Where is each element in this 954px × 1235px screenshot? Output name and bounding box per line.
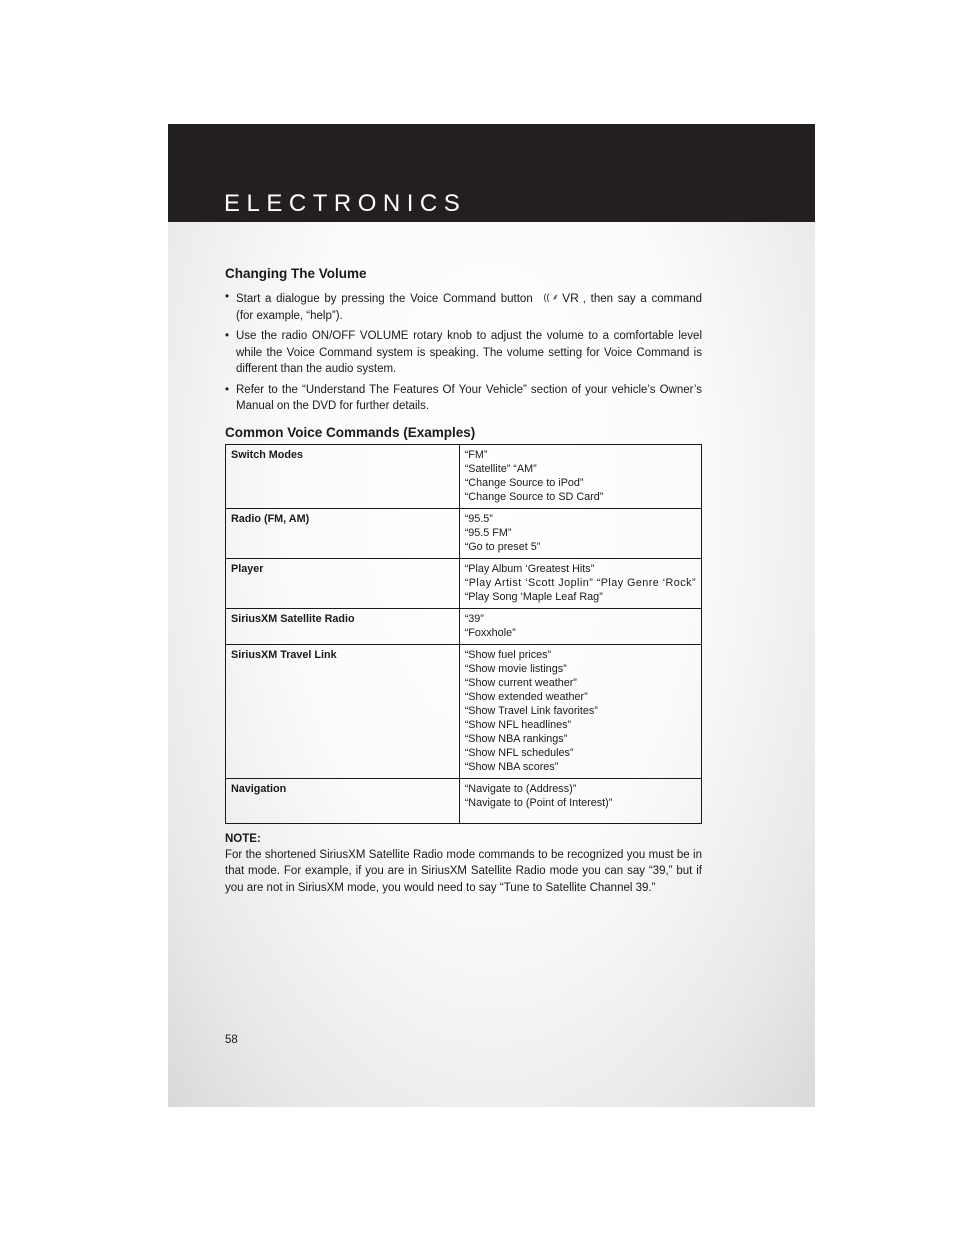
bullet-text: Start a dialogue by pressing the Voice Command button: [236, 293, 533, 305]
note-title: NOTE:: [225, 832, 261, 845]
command-example: “Navigate to (Point of Interest)”: [464, 796, 613, 809]
command-example: “95.5 FM”: [464, 526, 512, 539]
row-values: [459, 508, 701, 558]
list-item: [225, 382, 702, 415]
table-row: [226, 444, 702, 508]
row-label: Navigation: [226, 778, 460, 823]
command-example: “95.5”: [464, 512, 493, 525]
row-label: SiriusXM Satellite Radio: [226, 608, 460, 644]
command-example: “Show Travel Link favorites”: [464, 704, 598, 717]
command-example: “Show NFL schedules”: [464, 746, 574, 759]
row-values: [459, 608, 701, 644]
volume-bullet-list: [225, 289, 702, 415]
command-example: “Show movie listings”: [464, 662, 567, 675]
table-row: [226, 644, 702, 778]
command-example: “Show NBA scores”: [464, 760, 559, 773]
command-example: “Change Source to iPod”: [464, 476, 584, 489]
volume-heading: Changing The Volume: [225, 266, 367, 281]
manual-page: [168, 124, 815, 1107]
row-values: [459, 444, 701, 508]
speech-wave-icon: (( ⸙: [543, 292, 559, 302]
command-example: “Navigate to (Address)”: [464, 782, 577, 795]
voice-commands-table: [225, 444, 702, 824]
voice-command-icon: [543, 289, 578, 307]
command-example: “Play Album ‘Greatest Hits”: [464, 562, 595, 575]
command-example: “39”: [464, 612, 484, 625]
bullet-dot: •: [225, 291, 230, 303]
vr-label: VR: [562, 291, 579, 305]
command-example: “Show NFL headlines”: [464, 718, 572, 731]
table-row: [226, 608, 702, 644]
note-text: For the shortened SiriusXM Satellite Radio mode commands to be recognized you must be in that mode. For example, if you are in SiriusXM Satellite Radio mode you can say “39,” but if you are not in SiriusXM mode, you would need to say “Tune to Satellite Channel 39.”: [225, 848, 702, 894]
command-example: “FM”: [464, 448, 488, 461]
table-row: [226, 778, 702, 823]
command-example: “Go to preset 5”: [464, 540, 541, 553]
list-item: [225, 289, 702, 324]
bullet-text: , then say a command (for example, “help”).: [236, 293, 702, 322]
commands-heading: Common Voice Commands (Examples): [225, 424, 476, 440]
list-item: [225, 328, 702, 378]
command-example: “Show extended weather”: [464, 690, 588, 703]
row-label: Player: [226, 558, 460, 608]
command-example: “Play Artist ‘Scott Joplin” “Play Genre ‘Rock”: [464, 576, 696, 589]
command-example: “Show NBA rankings”: [464, 732, 568, 745]
row-values: [459, 558, 701, 608]
row-values: [459, 644, 701, 778]
bullet-dot: •: [225, 330, 230, 342]
row-label: Switch Modes: [226, 444, 460, 508]
command-example: “Satellite” “AM”: [464, 462, 537, 475]
table-row: [226, 558, 702, 608]
row-label: Radio (FM, AM): [226, 508, 460, 558]
command-example: “Show current weather”: [464, 676, 577, 689]
command-example: “Foxxhole”: [464, 626, 516, 639]
bullet-text: Use the radio ON/OFF VOLUME rotary knob to adjust the volume to a comfortable level while the Voice Command system is speaking. The volume setting for Voice Command is different than the audio system.: [236, 330, 702, 375]
command-example: “Change Source to SD Card”: [464, 490, 604, 503]
bullet-text: Refer to the “Understand The Features Of Your Vehicle” section of your vehicle’s Owner’s Manual on the DVD for further details.: [236, 383, 702, 412]
table-row: [226, 508, 702, 558]
page-number: 58: [225, 1034, 238, 1046]
page-content: [225, 266, 702, 896]
command-example: “Show fuel prices”: [464, 648, 552, 661]
command-example: “Play Song ‘Maple Leaf Rag”: [464, 590, 603, 603]
bullet-dot: •: [225, 383, 230, 396]
row-label: SiriusXM Travel Link: [226, 644, 460, 778]
row-values: [459, 778, 701, 823]
header-band: [168, 124, 815, 222]
section-title: ELECTRONICS: [224, 190, 467, 217]
